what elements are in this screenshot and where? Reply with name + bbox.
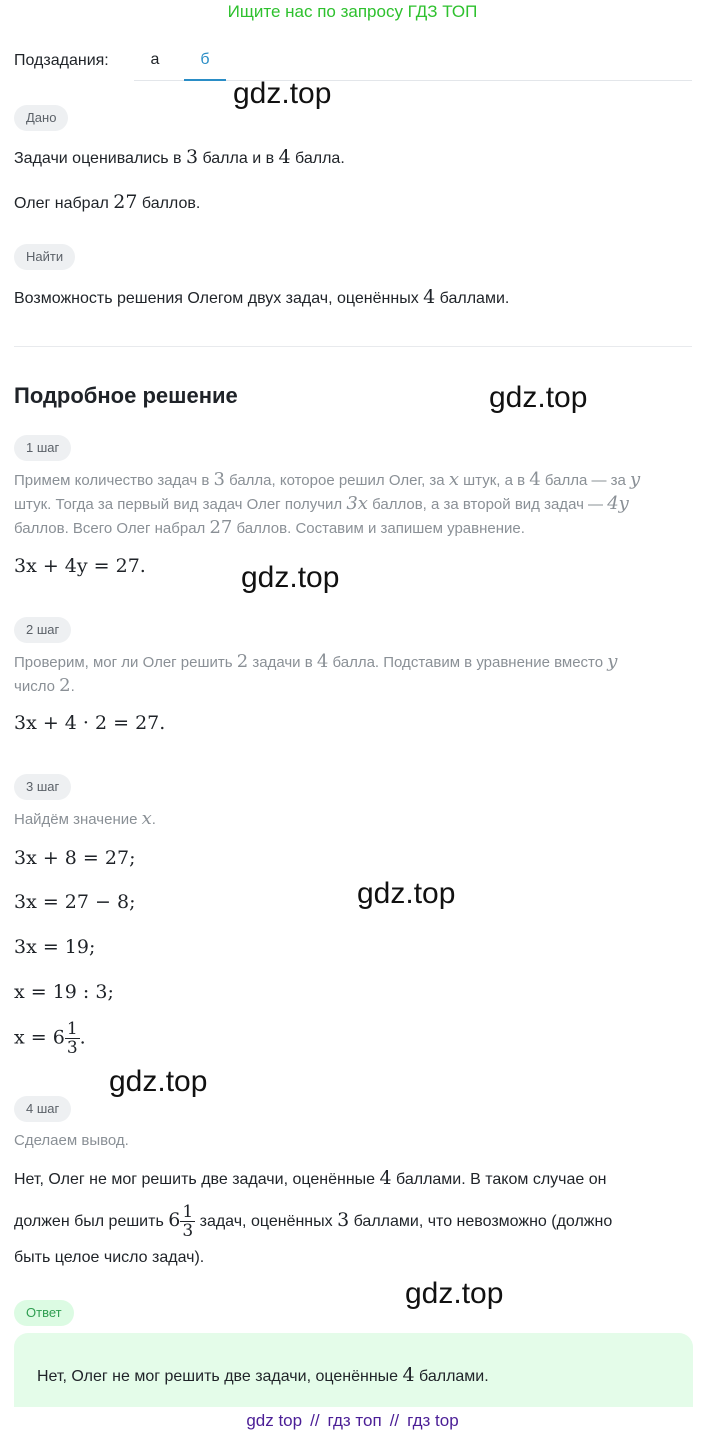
given-badge-label: Дано — [14, 105, 68, 131]
watermark: gdz.top — [241, 561, 340, 594]
watermark: gdz.top — [405, 1277, 504, 1310]
conclusion-line-3: быть целое число задач). — [14, 1249, 205, 1266]
conclusion-line-1: Нет, Олег не мог решить две задачи, оценённые 4 баллами. В таком случае он — [14, 1167, 607, 1189]
step-1-badge-label: 1 шаг — [14, 435, 71, 461]
footer-links — [0, 1407, 705, 1434]
step-4-badge — [14, 1096, 71, 1122]
answer-text: Нет, Олег не мог решить две задачи, оценённые 4 баллами. — [37, 1364, 489, 1386]
footer-link[interactable]: гдз top — [407, 1411, 459, 1430]
step-3-equation-2: 3x = 27 − 8; — [14, 891, 136, 913]
fraction: $\frac{1}{3}$ — [182, 1202, 194, 1242]
conclusion-line-2: должен был решить 6 $\frac{1}{3}$ задач, оценённых 3 баллами, что невозможно (должно — [14, 1202, 613, 1242]
step-3-text-line-1: Найдём значение x. — [14, 808, 156, 829]
step-2-equation: 3x + 4 · 2 = 27. — [14, 712, 166, 734]
step-3-badge — [14, 774, 71, 800]
step-1-text-line-2: штук. Тогда за первый вид задач Олег получил 3x баллов, а за второй вид задач — 4y — [14, 493, 629, 514]
footer-link[interactable]: гдз топ — [327, 1411, 382, 1430]
fraction: $\frac{1}{3}$ — [66, 1019, 78, 1058]
step-2-badge-label: 2 шаг — [14, 617, 71, 643]
search-banner: Ищите нас по запросу ГДЗ ТОП — [227, 2, 478, 21]
subtask-tab-a[interactable]: а — [150, 51, 160, 68]
watermark: gdz.top — [109, 1065, 208, 1098]
step-3-equation-1: 3x + 8 = 27; — [14, 847, 136, 869]
find-line: Возможность решения Олегом двух задач, оценённых 4 баллами. — [14, 286, 510, 308]
step-3-equation-3: 3x = 19; — [14, 936, 96, 958]
step-3-equation-4: x = 19 : 3; — [14, 981, 114, 1003]
step-2-text-line-2: число 2. — [14, 675, 75, 696]
footer-link[interactable]: gdz top — [246, 1411, 303, 1430]
subtask-tab-b[interactable]: б — [184, 48, 226, 81]
find-badge — [14, 244, 75, 270]
find-badge-label: Найти — [14, 244, 75, 270]
answer-badge — [14, 1300, 74, 1326]
given-line-1: Задачи оценивались в 3 балла и в 4 балла. — [14, 146, 345, 168]
footer-separator: // — [310, 1411, 320, 1430]
watermark: gdz.top — [357, 877, 456, 910]
step-1-equation: 3x + 4y = 27. — [14, 555, 146, 577]
step-1-text-line-3: баллов. Всего Олег набрал 27 баллов. Составим и запишем уравнение. — [14, 517, 525, 538]
subtasks-label: Подзадания: — [14, 52, 109, 69]
step-1-text-line-1: Примем количество задач в 3 балла, которое решил Олег, за x штук, а в 4 балла — за y — [14, 469, 641, 490]
given-line-2: Олег набрал 27 баллов. — [14, 191, 201, 213]
step-3-equation-5: x = 6 $\frac{1}{3}$ . — [14, 1019, 86, 1058]
step-3-badge-label: 3 шаг — [14, 774, 71, 800]
footer-separator: // — [389, 1411, 400, 1430]
step-1-badge — [14, 435, 71, 461]
answer-badge-label: Ответ — [14, 1300, 74, 1326]
step-4-text-line-1: Сделаем вывод. — [14, 1132, 129, 1149]
step-2-text-line-1: Проверим, мог ли Олег решить 2 задачи в 4 балла. Подставим в уравнение вместо y — [14, 651, 618, 672]
solution-title: Подробное решение — [14, 383, 238, 408]
watermark: gdz.top — [489, 381, 588, 414]
step-2-badge — [14, 617, 71, 643]
given-badge — [14, 105, 68, 131]
step-4-badge-label: 4 шаг — [14, 1096, 71, 1122]
section-divider — [14, 346, 692, 347]
watermark: gdz.top — [233, 77, 332, 110]
